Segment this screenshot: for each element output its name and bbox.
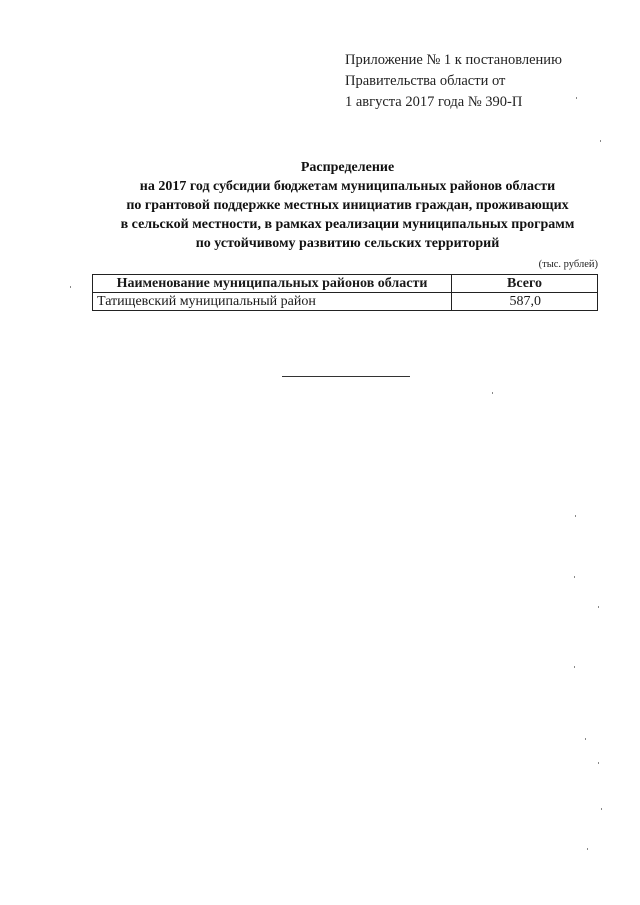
heading-line-2: на 2017 год субсидии бюджетам муниципальных районов области <box>139 179 556 194</box>
heading-line-4: в сельской местности, в рамках реализации муниципальных программ <box>120 217 575 232</box>
scan-speck <box>574 666 575 668</box>
cell-district-name: Татищевский муниципальный район <box>93 293 452 311</box>
table-row <box>93 293 598 311</box>
document-heading <box>80 158 615 253</box>
scan-speck <box>70 286 71 288</box>
table-header-row <box>93 275 598 293</box>
scan-speck <box>600 140 601 142</box>
cell-total: 587,0 <box>452 293 598 311</box>
scan-speck <box>587 848 588 850</box>
header-total: Всего <box>452 275 598 293</box>
appendix-line-2: Правительства области от <box>345 73 506 89</box>
scan-speck <box>575 515 576 517</box>
heading-line-3: по грантовой поддержке местных инициатив граждан, проживающих <box>126 198 569 213</box>
header-district-name: Наименование муниципальных районов области <box>93 275 452 293</box>
scan-speck <box>585 738 586 740</box>
scan-speck <box>576 97 577 99</box>
scan-speck <box>598 762 599 764</box>
appendix-note <box>345 50 605 113</box>
appendix-line-1: Приложение № 1 к постановлению <box>345 52 562 68</box>
heading-line-1: Распределение <box>300 160 395 175</box>
distribution-table <box>92 274 598 311</box>
end-divider <box>282 376 410 377</box>
scan-speck <box>492 392 493 394</box>
scan-speck <box>598 606 599 608</box>
scan-speck <box>601 808 602 810</box>
appendix-line-3: 1 августа 2017 года № 390-П <box>345 94 523 110</box>
scan-speck <box>574 576 575 578</box>
units-label: (тыс. рублей) <box>538 259 598 270</box>
heading-line-5: по устойчивому развитию сельских территорий <box>195 236 500 251</box>
